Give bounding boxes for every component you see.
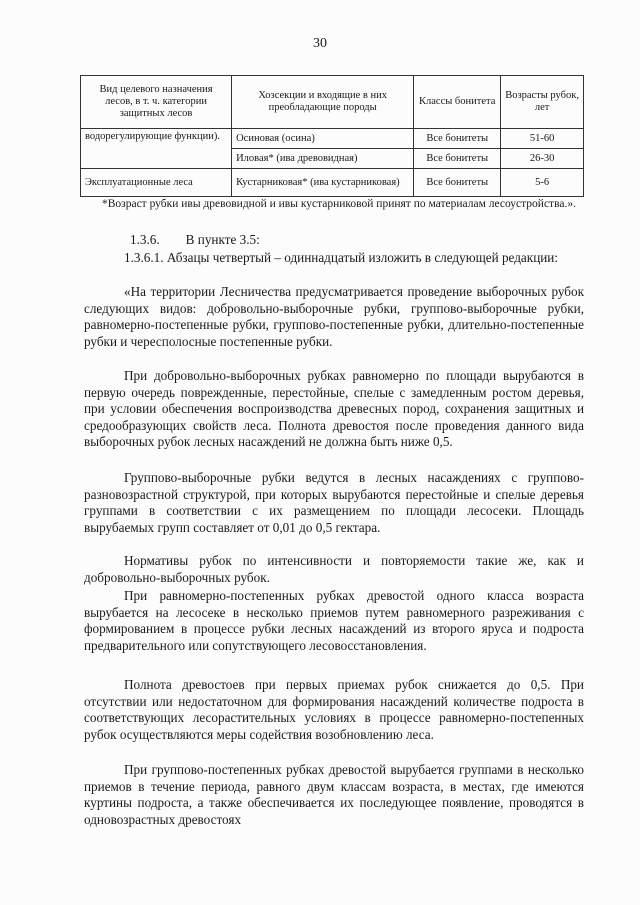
paragraph: Нормативы рубок по интенсивности и повторяемости такие же, как и добровольно-выборочных рубок. <box>84 553 584 585</box>
section-title: В пункте 3.5: <box>185 232 260 247</box>
table-cell-age: 5-6 <box>501 169 584 197</box>
paragraph: Группово-выборочные рубки ведутся в лесных насаждениях с группово-разновозрастной структурой, при которых вырубаются перестойные и спелые деревья группами в соответствии с их размещением по площади лесосеки. Площадь вырубаемых групп составляет от 0,01 до 0,5 гектара. <box>84 470 584 535</box>
table-cell-age: 26-30 <box>501 149 584 169</box>
table-cell-section: Осиновая (осина) <box>232 129 414 149</box>
cutting-age-table <box>80 75 584 197</box>
table-cell-category: Эксплуатационные леса <box>81 169 232 197</box>
page-number: 30 <box>313 36 327 51</box>
table-footnote: *Возраст рубки ивы древовидной и ивы кустарниковой принят по материалам лесоустройства.». <box>102 198 576 210</box>
paragraph: При добровольно-выборочных рубках равномерно по площади вырубаются в первую очередь поврежденные, перестойные, спелые с замедленным ростом деревья, при условии обеспечения воспроизводства древесных пород, сохранения защитных и средообразующих свойств леса. Полнота древостоя после проведения данного вида выборочных рубок лесных насаждений не должна быть ниже 0,5. <box>84 368 584 450</box>
table-cell-section: Иловая* (ива древовидная) <box>232 149 414 169</box>
table-row <box>81 169 584 197</box>
paragraph: При группово-постепенных рубках древостой вырубается группами в несколько приемов в течение периода, равного двум классам возраста, в местах, где имеются куртины подроста, а также обеспечивается их последующее появление, проводятся в одновозрастных древостоях <box>84 762 584 827</box>
table-cell-bonitet: Все бонитеты <box>414 129 501 149</box>
table-cell-category: водорегулирующие функции). <box>81 129 232 169</box>
table-cell-bonitet: Все бонитеты <box>414 149 501 169</box>
table-cell-age: 51-60 <box>501 129 584 149</box>
table-header-category: Вид целевого назначения лесов, в т. ч. категории защитных лесов <box>81 76 232 129</box>
section-heading <box>130 232 260 248</box>
table-cell-section: Кустарниковая* (ива кустарниковая) <box>232 169 414 197</box>
paragraph: «На территории Лесничества предусматривается проведение выборочных рубок следующих видов: добровольно-выборочные рубки, группово-выборочные рубки, равномерно-постепенные рубки, группово-постепенные рубки, длительно-постепенные рубки и чересполосные постепенные рубки. <box>84 284 584 349</box>
paragraph: При равномерно-постепенных рубках древостой одного класса возраста вырубается на лесосеке в несколько приемов путем равномерного разреживания с формированием в процессе рубки лесных насаждений из второго яруса и подроста предварительного или сопутствующего лесовосстановления. <box>84 588 584 653</box>
table-row <box>81 129 584 149</box>
section-number: 1.3.6. <box>130 232 160 247</box>
table-header-row <box>81 76 584 129</box>
paragraph: Полнота древостоев при первых приемах рубок снижается до 0,5. При отсутствии или недостаточном для формирования насаждений количестве подроста в соответствующих лесорастительных условиях в процессе равномерно-постепенных рубок осуществляются меры содействия возобновлению леса. <box>84 677 584 742</box>
table-header-age: Возрасты рубок, лет <box>501 76 584 129</box>
table-header-bonitet: Классы бонитета <box>414 76 501 129</box>
table-header-section: Хозсекции и входящие в них преобладающие породы <box>232 76 414 129</box>
paragraph: 1.3.6.1. Абзацы четвертый – одиннадцатый изложить в следующей редакции: <box>124 250 559 265</box>
table-cell-bonitet: Все бонитеты <box>414 169 501 197</box>
